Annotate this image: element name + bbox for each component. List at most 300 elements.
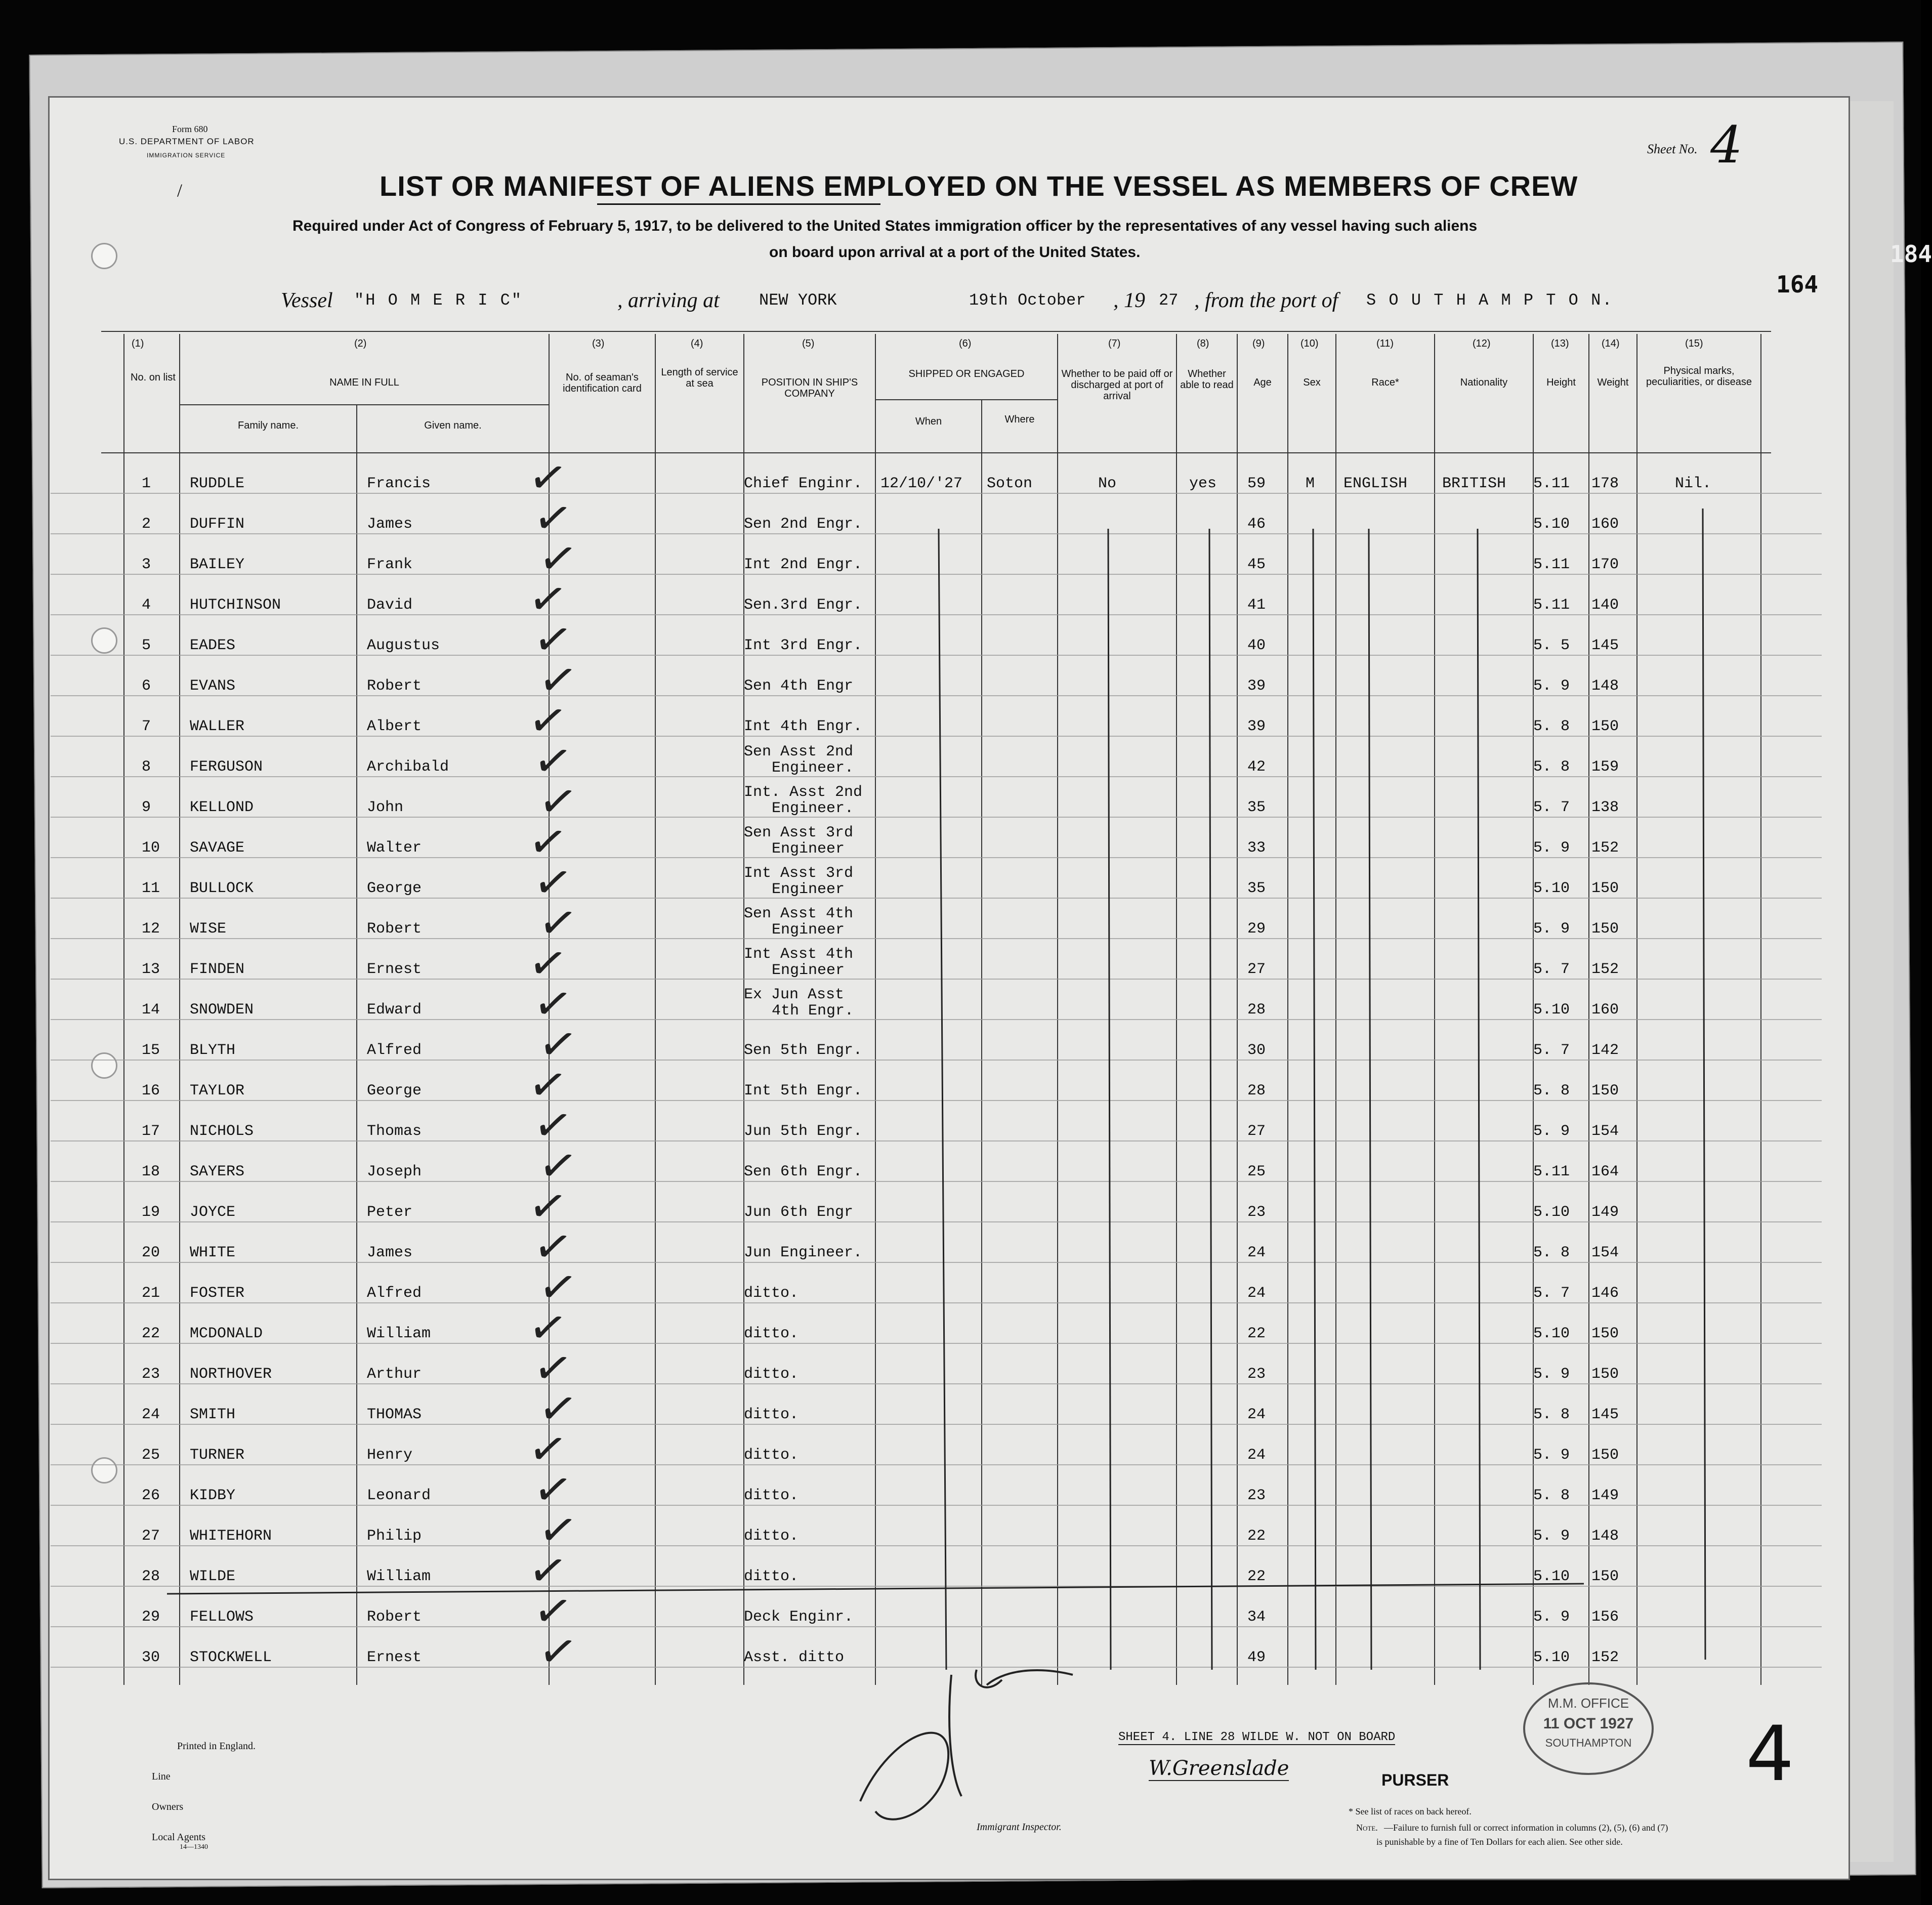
cell-position-line2: Engineer. [772,759,854,777]
cell-no: 5 [142,637,151,654]
check-mark-icon: ✓ [534,1015,582,1074]
cell-given: George [367,1082,422,1099]
cell-no: 20 [142,1244,160,1261]
cell-family: MCDONALD [190,1325,263,1342]
local-agents-label: Local Agents [152,1832,206,1843]
col-number: (4) [691,338,703,349]
cell-age: 29 [1247,920,1266,938]
cell-height: 5. 8 [1533,1487,1570,1504]
cell-weight: 159 [1591,758,1619,776]
cell-no: 24 [142,1406,160,1423]
cell-no: 6 [142,678,151,695]
cell-age: 27 [1247,961,1266,978]
check-mark-icon: ✓ [524,1420,572,1479]
cell-family: WILDE [190,1568,236,1585]
cell-given: Archibald [367,758,449,776]
check-mark-icon: ✓ [524,1177,572,1236]
col-number: (6) [959,338,972,349]
col-number: (3) [592,338,605,349]
cell-family: EVANS [190,678,236,695]
cell-age: 23 [1247,1487,1266,1504]
header-id-card: No. of seaman's identification card [563,372,642,394]
printed-in: Printed in England. [177,1741,256,1752]
cell-given: Philip [367,1528,422,1545]
header-no-on-list: No. on list [131,372,176,383]
cell-no: 22 [142,1325,160,1342]
cell-position: Sen Asst 3rd [744,824,854,841]
header-when: When [915,416,942,427]
cell-position-line2: Engineer [772,921,845,939]
header-shipped-or-engaged: SHIPPED OR ENGAGED [908,368,1025,379]
cell-given: Ernest [367,1649,422,1666]
cell-weight: 150 [1591,880,1619,897]
cell-family: HUTCHINSON [190,597,281,614]
races-note: * See list of races on back hereof. [1349,1806,1472,1816]
page-title: LIST OR MANIFEST OF ALIENS EMPLOYED ON THE VESSEL AS MEMBERS OF CREW [380,170,1578,202]
cell-family: KELLOND [190,799,254,816]
cell-given: Walter [367,839,422,857]
check-mark-icon: ✓ [529,1582,577,1641]
cell-position: ditto. [744,1568,799,1585]
cell-position: Jun 6th Engr [744,1204,854,1221]
form-number: Form 680 [172,124,208,134]
purser-label: PURSER [1381,1771,1449,1789]
cell-height: 5. 8 [1533,1082,1570,1099]
cell-given: John [367,799,404,816]
header-nationality: Nationality [1460,377,1508,388]
sheet-number: 4 [1710,115,1743,175]
cell-given: Frank [367,556,413,573]
cell-age: 24 [1247,1244,1266,1261]
cell-position: Jun Engineer. [744,1244,863,1261]
cell-weight: 146 [1591,1285,1619,1302]
cell-physical: Nil. [1675,475,1712,492]
not-on-board-annotation: SHEET 4. LINE 28 WILDE W. NOT ON BOARD [1118,1730,1396,1744]
header-weight: Weight [1597,377,1629,388]
cell-given: Thomas [367,1123,422,1140]
cell-when: 12/10/'27 [880,475,963,492]
cell-no: 14 [142,1001,160,1019]
cell-family: BAILEY [190,556,245,573]
cell-height: 5. 9 [1533,1528,1570,1545]
cell-no: 8 [142,758,151,776]
cell-weight: 150 [1591,1568,1619,1585]
cell-weight: 160 [1591,1001,1619,1019]
cell-position: Deck Enginr. [744,1608,854,1626]
cell-height: 5. 9 [1533,1447,1570,1464]
cell-family: EADES [190,637,236,654]
cell-weight: 152 [1591,1649,1619,1666]
header-physical-marks: Physical marks, peculiarities, or disease [1646,365,1752,388]
cell-family: SAVAGE [190,839,245,857]
cell-age: 39 [1247,678,1266,695]
cell-position: Sen Asst 2nd [744,743,854,760]
check-mark-icon: ✓ [534,1379,582,1438]
cell-age: 24 [1247,1406,1266,1423]
cell-weight: 150 [1591,1447,1619,1464]
subtitle-line-1: Required under Act of Congress of February 5, 1917, to be delivered to the United States immigration officer by the representatives of any vessel having such aliens [292,218,1478,234]
check-mark-icon: ✓ [534,1258,582,1317]
cell-given: Leonard [367,1487,431,1504]
cell-age: 27 [1247,1123,1266,1140]
cell-position: Asst. ditto [744,1649,845,1666]
cell-family: WHITE [190,1244,236,1261]
cell-family: FOSTER [190,1285,245,1302]
cell-height: 5.10 [1533,516,1570,533]
cell-given: Francis [367,475,431,492]
check-mark-icon: ✓ [534,772,582,831]
cell-height: 5. 9 [1533,920,1570,938]
cell-given: William [367,1568,431,1585]
cell-no: 17 [142,1123,160,1140]
cell-family: STOCKWELL [190,1649,272,1666]
arriving-label: , arriving at [617,289,720,312]
cell-height: 5.11 [1533,556,1570,573]
cell-family: FERGUSON [190,758,263,776]
cell-age: 23 [1247,1366,1266,1383]
fine-note-line-2: is punishable by a fine of Ten Dollars for each alien. See other side. [1376,1837,1623,1847]
col-number: (1) [132,338,144,349]
cell-family: TAYLOR [190,1082,245,1099]
check-mark-icon: ✓ [534,651,582,710]
cell-given: Albert [367,718,422,735]
cell-no: 18 [142,1163,160,1180]
purser-signature: W.Greenslade [1149,1757,1289,1780]
stamp-office: M.M. OFFICE [1547,1696,1629,1711]
cell-position: Int 3rd Engr. [744,637,863,654]
cell-family: FELLOWS [190,1608,254,1626]
cell-weight: 160 [1591,516,1619,533]
cell-no: 21 [142,1285,160,1302]
cell-family: BULLOCK [190,880,254,897]
check-mark-icon: ✓ [524,691,572,750]
cell-position: Sen 4th Engr [744,678,854,695]
cell-age: 45 [1247,556,1266,573]
cell-height: 5. 8 [1533,1406,1570,1423]
cell-given: Ernest [367,961,422,978]
check-mark-icon: ✓ [534,1501,582,1560]
cell-weight: 156 [1591,1608,1619,1626]
cell-height: 5. 7 [1533,799,1570,816]
cell-weight: 150 [1591,1082,1619,1099]
cell-age: 23 [1247,1204,1266,1221]
cell-position: Int. Asst 2nd [744,784,863,801]
cell-no: 3 [142,556,151,573]
cell-given: Alfred [367,1042,422,1059]
cell-height: 5. 8 [1533,1244,1570,1261]
cell-height: 5. 7 [1533,1285,1570,1302]
cell-weight: 150 [1591,920,1619,938]
col-number: (12) [1473,338,1491,349]
cell-height: 5.10 [1533,1568,1570,1585]
check-mark-icon: ✓ [524,1298,572,1358]
cell-height: 5. 9 [1533,839,1570,857]
cell-weight: 142 [1591,1042,1619,1059]
cell-given: George [367,880,422,897]
cell-no: 11 [142,880,160,897]
agents-code: 14—1340 [180,1843,208,1851]
owners-label: Owners [152,1801,184,1812]
cell-weight: 150 [1591,718,1619,735]
cell-weight: 149 [1591,1204,1619,1221]
cell-given: Arthur [367,1366,422,1383]
inspector-label: Immigrant Inspector. [977,1822,1062,1833]
cell-position: Int Asst 3rd [744,865,854,882]
col-number: (15) [1685,338,1703,349]
cell-family: FINDEN [190,961,245,978]
stamp-date: 11 OCT 1927 [1543,1715,1634,1732]
cell-age: 59 [1247,475,1266,492]
cell-given: Alfred [367,1285,422,1302]
edge-page-number: 184 [1890,240,1932,268]
cell-weight: 152 [1591,839,1619,857]
cell-given: Henry [367,1447,413,1464]
cell-no: 10 [142,839,160,857]
check-mark-icon: ✓ [524,934,572,993]
cell-age: 46 [1247,516,1266,533]
cell-weight: 148 [1591,678,1619,695]
check-mark-icon: ✓ [529,975,577,1034]
cell-position: Chief Enginr. [744,475,863,492]
cell-position: Int 4th Engr. [744,718,863,735]
cell-position: ditto. [744,1325,799,1342]
cell-height: 5.10 [1533,1204,1570,1221]
header-family-name: Family name. [237,420,299,431]
check-mark-icon: ✓ [524,1541,572,1600]
cell-age: 28 [1247,1001,1266,1019]
page-number: 164 [1776,271,1819,298]
cell-given: Peter [367,1204,413,1221]
cell-given: Augustus [367,637,440,654]
cell-height: 5. 9 [1533,1123,1570,1140]
cell-no: 12 [142,920,160,938]
check-mark-icon: ✓ [529,1217,577,1277]
col-number: (11) [1376,338,1394,349]
cell-family: NICHOLS [190,1123,254,1140]
cell-no: 2 [142,516,151,533]
from-label: , from the port of [1194,289,1338,312]
mm-office-stamp [1523,1682,1654,1775]
cell-family: SNOWDEN [190,1001,254,1019]
cell-weight: 145 [1591,637,1619,654]
note-label: Note. [1356,1823,1378,1833]
cell-given: Robert [367,678,422,695]
cell-height: 5.10 [1533,1649,1570,1666]
cell-height: 5. 7 [1533,961,1570,978]
cell-age: 35 [1247,880,1266,897]
cell-age: 22 [1247,1325,1266,1342]
cell-weight: 138 [1591,799,1619,816]
arriving-port: NEW YORK [759,291,837,310]
year-label: , 19 [1113,289,1145,312]
cell-no: 1 [142,475,151,492]
header-paid-off: Whether to be paid off or discharged at port of arrival [1061,368,1173,402]
cell-paid-off: No [1098,475,1117,492]
col-number: (7) [1108,338,1121,349]
header-age: Age [1253,377,1272,388]
cell-weight: 140 [1591,597,1619,614]
check-mark-icon: ✓ [524,1055,572,1115]
cell-age: 24 [1247,1285,1266,1302]
cell-height: 5.10 [1533,880,1570,897]
col-number: (13) [1551,338,1569,349]
cell-position-line2: Engineer [772,881,845,898]
check-mark-icon: ✓ [529,489,577,548]
cell-family: JOYCE [190,1204,236,1221]
cell-height: 5.10 [1533,1001,1570,1019]
col-number: (2) [354,338,367,349]
cell-given: Joseph [367,1163,422,1180]
header-where: Where [1004,414,1035,425]
cell-height: 5. 9 [1533,678,1570,695]
cell-family: SAYERS [190,1163,245,1180]
cell-weight: 150 [1591,1366,1619,1383]
cell-position: Ex Jun Asst [744,986,845,1003]
cell-position-line2: 4th Engr. [772,1002,854,1020]
cell-position: ditto. [744,1366,799,1383]
cell-read: yes [1189,475,1217,492]
stamp-place: SOUTHAMPTON [1545,1737,1632,1749]
cell-height: 5.11 [1533,597,1570,614]
check-mark-icon: ✓ [524,570,572,629]
header-position: POSITION IN SHIP'S COMPANY [761,377,858,399]
cell-family: SMITH [190,1406,236,1423]
cell-age: 35 [1247,799,1266,816]
cell-no: 16 [142,1082,160,1099]
line-label: Line [152,1771,171,1782]
cell-weight: 145 [1591,1406,1619,1423]
cell-age: 30 [1247,1042,1266,1059]
cell-position: Int 5th Engr. [744,1082,863,1099]
cell-age: 41 [1247,597,1266,614]
cell-position: ditto. [744,1528,799,1545]
departure-port: S O U T H A M P T O N. [1366,291,1614,310]
header-height: Height [1546,377,1576,388]
header-sex: Sex [1303,377,1321,388]
cell-height: 5. 7 [1533,1042,1570,1059]
cell-no: 9 [142,799,151,816]
col-number: (5) [802,338,815,349]
cell-position: Int 2nd Engr. [744,556,863,573]
cell-weight: 170 [1591,556,1619,573]
cell-height: 5. 8 [1533,718,1570,735]
cell-weight: 150 [1591,1325,1619,1342]
check-mark-icon: ✓ [529,610,577,669]
service: IMMIGRATION SERVICE [147,152,226,159]
cell-given: William [367,1325,431,1342]
cell-race: ENGLISH [1343,475,1408,492]
cell-weight: 154 [1591,1123,1619,1140]
cell-age: 24 [1247,1447,1266,1464]
check-mark-icon: ✓ [529,1460,577,1519]
cell-weight: 178 [1591,475,1619,492]
cell-position: ditto. [744,1406,799,1423]
cell-height: 5.11 [1533,475,1570,492]
cell-family: TURNER [190,1447,245,1464]
header-race: Race* [1371,377,1399,388]
cell-no: 28 [142,1568,160,1585]
cell-family: WHITEHORN [190,1528,272,1545]
cell-family: DUFFIN [190,516,245,533]
cell-weight: 149 [1591,1487,1619,1504]
cell-position-line2: Engineer. [772,800,854,817]
cell-position: Sen Asst 4th [744,905,854,922]
cell-family: NORTHOVER [190,1366,272,1383]
check-mark-icon: ✓ [529,1339,577,1398]
check-mark-icon: ✓ [524,813,572,872]
header-length-of-service: Length of service at sea [661,367,738,389]
cell-no: 30 [142,1649,160,1666]
vessel-label: Vessel [281,289,333,312]
arrival-date: 19th October [969,291,1086,310]
cell-position: Sen.3rd Engr. [744,597,863,614]
cell-height: 5. 8 [1533,758,1570,776]
header-given-name: Given name. [424,420,482,431]
check-mark-icon: ✓ [534,529,582,588]
cell-weight: 164 [1591,1163,1619,1180]
cell-age: 40 [1247,637,1266,654]
cell-given: THOMAS [367,1406,422,1423]
fine-note-line-1: —Failure to furnish full or correct information in columns (2), (5), (6) and (7) [1384,1823,1668,1833]
check-mark-icon: ✓ [529,853,577,912]
subtitle-line-2: on board upon arrival at a port of the United States. [769,244,1141,261]
check-mark-icon: ✓ [524,448,572,507]
cell-height: 5. 9 [1533,1366,1570,1383]
cell-family: WISE [190,920,227,938]
cell-no: 15 [142,1042,160,1059]
cell-given: David [367,597,413,614]
cell-age: 28 [1247,1082,1266,1099]
cell-age: 39 [1247,718,1266,735]
cell-no: 13 [142,961,160,978]
cell-no: 19 [142,1204,160,1221]
cell-position: ditto. [744,1487,799,1504]
cell-weight: 152 [1591,961,1619,978]
col-number: (14) [1602,338,1620,349]
cell-where: Soton [987,475,1033,492]
check-mark-icon: ✓ [529,732,577,791]
cell-family: RUDDLE [190,475,245,492]
cell-sex: M [1306,475,1315,492]
cell-given: Robert [367,920,422,938]
check-mark-icon: ✓ [529,1096,577,1155]
cell-given: James [367,1244,413,1261]
cell-no: 7 [142,718,151,735]
cell-position-line2: Engineer [772,840,845,858]
cell-height: 5.11 [1533,1163,1570,1180]
sheet-label: Sheet No. [1647,142,1698,156]
cell-weight: 148 [1591,1528,1619,1545]
cell-no: 23 [142,1366,160,1383]
corner-sheet-mark: 4 [1746,1710,1794,1798]
cell-position: Jun 5th Engr. [744,1123,863,1140]
cell-height: 5. 9 [1533,1608,1570,1626]
cell-given: James [367,516,413,533]
cell-no: 25 [142,1447,160,1464]
cell-age: 22 [1247,1568,1266,1585]
cell-position: Int Asst 4th [744,946,854,963]
header-name-in-full: NAME IN FULL [329,377,399,388]
check-mark-icon: ✓ [534,894,582,953]
col-number: (10) [1300,338,1319,349]
cell-age: 33 [1247,839,1266,857]
pencil-mark: / [177,180,183,200]
check-mark-icon: ✓ [534,1622,582,1681]
cell-family: BLYTH [190,1042,236,1059]
cell-position: Sen 6th Engr. [744,1163,863,1180]
cell-family: WALLER [190,718,245,735]
cell-age: 25 [1247,1163,1266,1180]
